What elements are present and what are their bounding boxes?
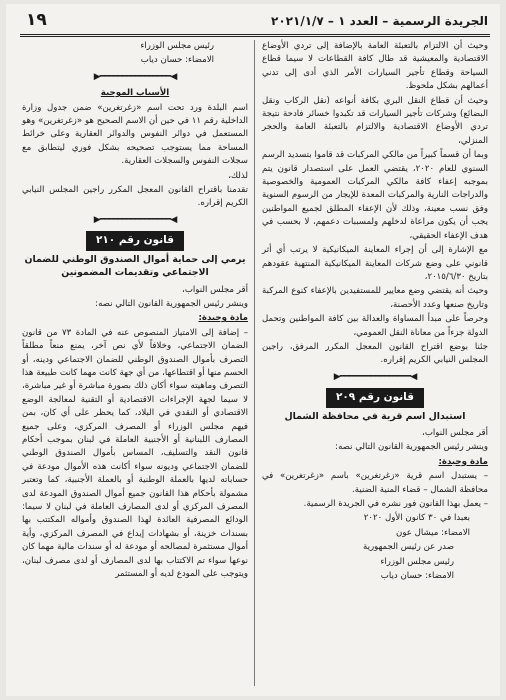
preamble: أقر مجلس النواب، bbox=[422, 427, 488, 438]
signature-line: رئيس مجلس الوزراء bbox=[380, 556, 454, 567]
signature-line: رئيس مجلس الوزراء bbox=[140, 41, 214, 51]
article-item: – يستبدل اسم قرية «زغرتغرين» باسم «زغرتغرين» في محافظة الشمال – قضاء المنية الضنية. bbox=[262, 471, 488, 495]
header-rule bbox=[20, 34, 490, 35]
preamble: وينشر رئيس الجمهورية القانون التالي نصه: bbox=[95, 298, 248, 309]
paragraph: وبما أن قسماً كبيراً من مالكي المركبات قد قاموا بتسديد الرسم السنوي للعام ٢٠٢٠، يقتضي العمل على استصدار قانون يتم بموجبه إعفاء كافة مالكي المركبات العمومية والخصوصية والدراجات النارية والمركبات المعدة للإيجار من الرسوم السنوية وفق نسب معينة، وذلك لأن الإعفاء المطلق لجميع المواطنين يجب أن يكون مراعاة لدخلهم ولمسببات دعمهم، لا بحسب في هدف الإعفاء الحقيقي، bbox=[262, 150, 488, 241]
header-rule-2 bbox=[20, 36, 490, 37]
article-item: – يعمل بهذا القانون فور نشره في الجريدة الرسمية. bbox=[303, 499, 488, 509]
gazette-page bbox=[6, 4, 500, 696]
page-header bbox=[24, 10, 488, 34]
signature-line: صدر عن رئيس الجمهورية bbox=[363, 542, 454, 553]
paragraph: لذلك، bbox=[228, 170, 248, 181]
paragraph: وحرصاً على مبدأ المساواة والعدالة بين كافة المواطنين وتحمل الدولة جزءاً من معاناة النقل العمومي، bbox=[262, 314, 488, 338]
preamble: أقر مجلس النواب، bbox=[182, 284, 248, 295]
column-divider bbox=[254, 40, 255, 686]
article-heading: مادة وحيدة: bbox=[438, 456, 488, 467]
paragraph: وحيث أن الالتزام بالتعبئة العامة بالإضافة إلى تردي الأوضاع الاقتصادية والمعيشية قد طال كافة القطاعات لا سيما قطاع السياحة وقطاع تأجير السيارات الأمر الذي أدى إلى تدني أعمالهم بشكل ملحوظ. bbox=[262, 41, 488, 92]
gazette-title: الجريدة الرسمية – العدد ١ – ٢٠٢١/١/٧ bbox=[271, 14, 488, 28]
signature-line: الامضاء: حسان دياب bbox=[140, 55, 214, 66]
signature-line: الامضاء: ميشال عون bbox=[396, 527, 470, 538]
date-line: بعبدا في ٣٠ كانون الأول ٢٠٢٠ bbox=[363, 513, 470, 524]
law-title: استبدال اسم قرية في محافظة الشمال bbox=[284, 410, 466, 422]
paragraph: مع الإشارة إلى أن إجراء المعاينة الميكانيكية لا يرتب أي أثر قانوني على وضع شركات المعاينة الميكانيكية المنتهية عقودهم بتاريخ ٢٠١٥/٦/٣٠، bbox=[262, 245, 488, 282]
page-number: ١٩ bbox=[26, 10, 47, 30]
law-title: يرمي إلى حماية أموال الصندوق الوطني للضمان الاجتماعي وتقديمات المضمونين bbox=[24, 253, 246, 279]
law-number-bar: قانون رقم ٢١٠ bbox=[86, 231, 184, 250]
paragraph: وحيث أن قطاع النقل البري بكافة أنواعه (نقل الركاب ونقل البضائع) وشركات تأجير السيارات قد تكبدوا خسائر فادحة نتيجة تردي الأوضاع الاقتصادية والالتزام بالتعبئة العامة والحجر المنزلي، bbox=[262, 95, 488, 146]
paragraph: اسم البلدة ورد تحت اسم «زغرتغرين» ضمن جدول وزارة الداخلية رقم ١١ في حين أن الاسم الصحيح هو «زغرتغرين» وهو المستعمل في دوائر النفوس والدوائر العقارية وعلى خرائط المساحة مما يستوجب تصحيحه بشكل فوري ليتطابق مع سجلات النفوس والسجلات العقارية. bbox=[22, 102, 248, 167]
ornament-divider: ◀━━━━━━━━━━━━━━━━▶ bbox=[93, 71, 177, 82]
law-number-bar: قانون رقم ٢٠٩ bbox=[326, 388, 424, 407]
paragraph: جئنا بوضع اقتراح القانون المعجل المكرر المرفق، راجين المجلس النيابي الكريم إقراره. bbox=[262, 341, 488, 366]
right-column bbox=[262, 40, 488, 688]
preamble: وينشر رئيس الجمهورية القانون التالي نصه: bbox=[335, 442, 488, 453]
article-text: – إضافة إلى الامتياز المنصوص عنه في المادة ٧٣ من قانون الضمان الاجتماعي، وخلافاً لأي نص آخر، يمنع منعاً مطلقاً التصرف بأموال الصندوق الوطني للضمان الاجتماعي ودينه، أو الحسم منها أو اقتطاعها، من أي جهة كانت مهما كانت طبيعة هذا التصرف وماهيته سواء أكان ذلك بصورة مباشرة أو غير مباشرة، لا سيما لجهة الإجراءات الاقتصادية أو التقنية لمعالجة الوضع الاقتصادي أو النقدي في البلاد، كما يحظر على أي كان، بمن فيهم مجلس الوزراء أو المصرف المركزي، وعلى جميع المصارف اللبنانية أو الأجنبية العاملة في لبنان بموجب أحكام قانون النقد والتسليف، المساس بأموال الصندوق الوطني للضمان الاجتماعي وديونه سواء أكانت هذه الأموال مودعة في حساباته لديها بالعملة الوطنية أو بالعملة الأجنبية، كما وتعتبر مشمولة بأحكام هذا القانون جميع أموال الصندوق المودعة لدى المصرف المركزي أو لدى المصارف العاملة في لبنان لا سيما: الودائع المصرفية العائدة لهذا الصندوق وأمواله المكتتب بها بسندات خزينة، أو بشهادات إيداع في المصرف المركزي، وأية أموال مستثمرة لمصالحه أو مودعة له أو سندات مالية مهما كان نوعها سواء تم الاكتتاب بها لدى المصارف أو لدى مصرف لبنان، ويتوجب على المودع لديه أو المستثمر bbox=[22, 327, 248, 580]
section-heading: الأسباب الموجبة bbox=[100, 88, 170, 99]
article-heading: مادة وحيدة: bbox=[198, 313, 248, 324]
ornament-divider: ◀━━━━━━━━━━━━━━━━▶ bbox=[93, 214, 177, 225]
paragraph: وحيث أنه يقتضي وضع معايير للمستفيدين بالإعفاء كنوع المركبة وتاريخ صنعها وعدد الأحصنة، bbox=[262, 286, 488, 310]
signature-line: الامضاء: حسان دياب bbox=[380, 571, 454, 582]
paragraph: تقدمنا باقتراح القانون المعجل المكرر راجين المجلس النيابي الكريم إقراره. bbox=[22, 185, 248, 209]
ornament-divider: ◀━━━━━━━━━━━━━━━━▶ bbox=[333, 371, 417, 382]
left-column bbox=[22, 40, 248, 688]
